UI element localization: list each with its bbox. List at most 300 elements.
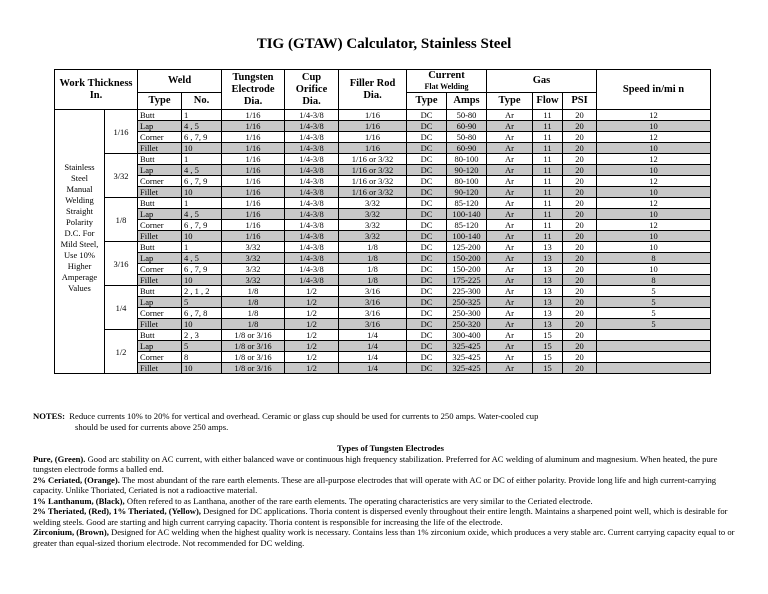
notes-line-2: should be used for currents above 250 amps.	[75, 421, 229, 432]
table-row	[55, 231, 711, 242]
table-cell: 3/32	[222, 264, 285, 275]
table-cell: 1	[182, 110, 222, 121]
electrode-name: Pure, (Green).	[33, 453, 86, 464]
header-current-sub: Flat Welding	[424, 82, 469, 91]
table-cell: 10	[597, 165, 711, 176]
table-cell: Ar	[487, 275, 533, 286]
table-row	[55, 132, 711, 143]
electrode-item	[33, 496, 748, 507]
table-cell: 1/8	[339, 264, 407, 275]
table-cell: 20	[563, 319, 597, 330]
table-cell: Fillet	[138, 275, 182, 286]
table-cell	[597, 341, 711, 352]
electrode-list	[33, 454, 748, 549]
table-cell: 3/32	[222, 253, 285, 264]
table-cell: 20	[563, 352, 597, 363]
table-cell: 20	[563, 308, 597, 319]
header-tungsten: Tungsten Electrode Dia.	[222, 70, 285, 110]
table-cell: 85-120	[447, 198, 487, 209]
table-cell: 1	[182, 154, 222, 165]
table-cell: 10	[597, 209, 711, 220]
table-cell: 1/16	[339, 121, 407, 132]
table-cell: Fillet	[138, 319, 182, 330]
table-row	[55, 319, 711, 330]
table-cell: 325-425	[447, 352, 487, 363]
table-cell: 6 , 7, 9	[182, 132, 222, 143]
table-cell: 4 , 5	[182, 165, 222, 176]
table-cell: Fillet	[138, 231, 182, 242]
table-cell: 6 , 7, 9	[182, 176, 222, 187]
table-row	[55, 143, 711, 154]
table-row	[55, 352, 711, 363]
table-cell: 1/16	[222, 187, 285, 198]
table-cell: Ar	[487, 132, 533, 143]
table-cell: DC	[407, 286, 447, 297]
table-cell: 1/16	[222, 132, 285, 143]
table-cell: 4 , 5	[182, 121, 222, 132]
table-cell: DC	[407, 132, 447, 143]
table-cell: DC	[407, 330, 447, 341]
table-cell: Butt	[138, 198, 182, 209]
table-cell: DC	[407, 220, 447, 231]
table-cell: 3/32	[339, 220, 407, 231]
table-cell: Fillet	[138, 363, 182, 374]
table-cell: 11	[533, 187, 563, 198]
header-psi: PSI	[563, 93, 597, 110]
table-cell: Lap	[138, 165, 182, 176]
table-cell: 3/32	[339, 198, 407, 209]
table-cell: 1/4	[339, 363, 407, 374]
header-gas: Gas	[487, 70, 597, 93]
table-cell: DC	[407, 242, 447, 253]
table-cell: 3/16	[339, 286, 407, 297]
table-cell: Ar	[487, 231, 533, 242]
table-cell: 3/32	[222, 242, 285, 253]
table-cell: 11	[533, 209, 563, 220]
table-cell: 12	[597, 154, 711, 165]
header-flow: Flow	[533, 93, 563, 110]
header-filler: Filler Rod Dia.	[339, 70, 407, 110]
table-cell: 11	[533, 231, 563, 242]
table-row	[55, 253, 711, 264]
table-cell: 10	[182, 319, 222, 330]
table-cell: 10	[182, 187, 222, 198]
table-cell: 13	[533, 264, 563, 275]
table-cell: Ar	[487, 330, 533, 341]
calculator-table	[54, 69, 711, 374]
table-cell: 5	[597, 297, 711, 308]
table-cell: 20	[563, 220, 597, 231]
table-cell: DC	[407, 253, 447, 264]
table-cell: Ar	[487, 286, 533, 297]
table-cell	[597, 352, 711, 363]
electrode-item	[33, 527, 748, 548]
table-cell: 10	[597, 121, 711, 132]
table-cell: 6 , 7, 8	[182, 308, 222, 319]
table-cell: 1/16	[222, 220, 285, 231]
table-cell: 12	[597, 220, 711, 231]
table-cell: 10	[182, 275, 222, 286]
table-cell: 1/16	[222, 154, 285, 165]
table-cell: 11	[533, 165, 563, 176]
table-cell: DC	[407, 198, 447, 209]
table-cell: 11	[533, 143, 563, 154]
table-cell: 13	[533, 308, 563, 319]
table-cell: 2 , 1 , 2	[182, 286, 222, 297]
table-cell: 1/8	[222, 308, 285, 319]
table-cell: 20	[563, 275, 597, 286]
table-cell: 85-120	[447, 220, 487, 231]
table-cell: Ar	[487, 187, 533, 198]
table-cell: Corner	[138, 264, 182, 275]
table-cell: Ar	[487, 264, 533, 275]
header-weld-type: Type	[138, 93, 182, 110]
table-cell: 1/4-3/8	[285, 264, 339, 275]
table-cell: Corner	[138, 220, 182, 231]
table-row	[55, 264, 711, 275]
table-cell: 325-425	[447, 363, 487, 374]
table-cell: 5	[182, 297, 222, 308]
table-cell: 50-80	[447, 132, 487, 143]
table-cell: 13	[533, 253, 563, 264]
table-cell: 20	[563, 198, 597, 209]
table-cell: 1/16 or 3/32	[339, 165, 407, 176]
table-row	[55, 121, 711, 132]
table-cell: 10	[182, 143, 222, 154]
table-cell: 13	[533, 286, 563, 297]
table-cell	[597, 363, 711, 374]
electrode-item	[33, 506, 748, 527]
table-cell: 1/8 or 3/16	[222, 330, 285, 341]
table-cell: 11	[533, 110, 563, 121]
table-cell: 4 , 5	[182, 209, 222, 220]
table-cell: 60-90	[447, 143, 487, 154]
table-cell: 60-90	[447, 121, 487, 132]
thickness-cell: 1/2	[105, 330, 138, 374]
table-cell: 3/32	[222, 275, 285, 286]
table-cell: 1/8 or 3/16	[222, 341, 285, 352]
table-cell: DC	[407, 352, 447, 363]
electrode-item	[33, 475, 748, 496]
table-cell: 1/16	[222, 209, 285, 220]
table-cell: DC	[407, 165, 447, 176]
table-cell: 10	[597, 242, 711, 253]
table-cell: 1/16	[222, 231, 285, 242]
header-cup: Cup Orifice Dia.	[285, 70, 339, 110]
table-cell: 13	[533, 319, 563, 330]
table-cell: Fillet	[138, 187, 182, 198]
table-cell: 250-300	[447, 308, 487, 319]
table-row	[55, 187, 711, 198]
table-cell: Lap	[138, 341, 182, 352]
table-cell: Butt	[138, 154, 182, 165]
table-cell: Ar	[487, 154, 533, 165]
table-cell: Ar	[487, 297, 533, 308]
table-cell: 8	[182, 352, 222, 363]
header-speed: Speed in/mi n	[597, 70, 711, 110]
table-cell: 11	[533, 121, 563, 132]
header-weld: Weld	[138, 70, 222, 93]
table-cell: 1/16 or 3/32	[339, 154, 407, 165]
table-cell: Ar	[487, 143, 533, 154]
table-cell: DC	[407, 341, 447, 352]
table-cell: 11	[533, 154, 563, 165]
table-cell: 1/16	[339, 110, 407, 121]
table-cell: Lap	[138, 121, 182, 132]
table-cell: 12	[597, 132, 711, 143]
electrode-name: 2% Ceriated, (Orange).	[33, 474, 120, 485]
table-cell: 1/4-3/8	[285, 231, 339, 242]
table-cell: DC	[407, 264, 447, 275]
table-cell: 10	[597, 143, 711, 154]
table-cell: Ar	[487, 165, 533, 176]
table-cell: 15	[533, 341, 563, 352]
header-work-thickness: Work Thickness In.	[55, 70, 138, 110]
table-cell	[597, 330, 711, 341]
table-cell: 1/2	[285, 352, 339, 363]
table-cell: 1/4-3/8	[285, 143, 339, 154]
table-cell: 1/2	[285, 363, 339, 374]
table-row	[55, 176, 711, 187]
table-cell: 1/16	[222, 176, 285, 187]
table-cell: 1	[182, 242, 222, 253]
table-cell: Ar	[487, 341, 533, 352]
table-row	[55, 363, 711, 374]
table-cell: 1/16	[222, 165, 285, 176]
electrode-item	[33, 454, 748, 475]
table-cell: 1/2	[285, 286, 339, 297]
table-cell: 8	[597, 275, 711, 286]
table-cell: 1/4-3/8	[285, 110, 339, 121]
table-cell: 1/2	[285, 341, 339, 352]
table-cell: 80-100	[447, 154, 487, 165]
table-cell: DC	[407, 121, 447, 132]
page-title: TIG (GTAW) Calculator, Stainless Steel	[256, 36, 512, 52]
table-cell: 20	[563, 165, 597, 176]
table-cell: 1/4-3/8	[285, 275, 339, 286]
table-cell: 20	[563, 253, 597, 264]
table-cell: 125-200	[447, 242, 487, 253]
notes-label: NOTES:	[33, 411, 65, 421]
table-cell: Ar	[487, 242, 533, 253]
table-cell: 1/8	[339, 242, 407, 253]
table-cell: 3/16	[339, 319, 407, 330]
thickness-cell: 1/8	[105, 198, 138, 242]
table-row	[55, 308, 711, 319]
table-cell: 1/16	[222, 143, 285, 154]
table-cell: Ar	[487, 308, 533, 319]
table-cell: 5	[182, 341, 222, 352]
table-cell: 300-400	[447, 330, 487, 341]
electrode-text: The most abundant of the rare earth elements. These are all-purpose electrodes that will operate with AC or DC of either polarity. Provide long life and high current-carrying capacity. Unlike Thoriated, Ceriated is not a radioactive material.	[33, 474, 717, 495]
table-cell: Ar	[487, 209, 533, 220]
table-cell: 1/4-3/8	[285, 121, 339, 132]
table-cell: DC	[407, 143, 447, 154]
table-cell: Ar	[487, 352, 533, 363]
table-cell: 11	[533, 220, 563, 231]
table-cell: 1/8	[222, 286, 285, 297]
table-cell: 10	[182, 363, 222, 374]
table-cell: 1/8	[222, 297, 285, 308]
table-cell: 1/2	[285, 319, 339, 330]
table-cell: 1/8	[339, 253, 407, 264]
header-current	[407, 70, 487, 93]
table-row	[55, 330, 711, 341]
electrode-types-header: Types of Tungsten Electrodes	[337, 443, 444, 453]
table-cell: Ar	[487, 253, 533, 264]
electrode-text: Designed for DC applications. Thoria content is dispersed evenly throughout their entire length. Maintains a sharpened point well, which is desirable for welding steels. Good are starting and high current carrying capacity. Thoria content is responsible for increasing the life of the electrode.	[33, 506, 728, 527]
thickness-cell: 3/16	[105, 242, 138, 286]
table-cell: 1/8	[222, 319, 285, 330]
table-cell: 90-120	[447, 187, 487, 198]
table-cell: Corner	[138, 352, 182, 363]
table-row	[55, 165, 711, 176]
table-cell: DC	[407, 308, 447, 319]
table-cell: Butt	[138, 330, 182, 341]
table-cell: DC	[407, 319, 447, 330]
table-cell: 13	[533, 275, 563, 286]
table-cell: 12	[597, 110, 711, 121]
table-cell: 20	[563, 110, 597, 121]
table-cell: Ar	[487, 176, 533, 187]
table-row	[55, 209, 711, 220]
table-cell: 1/4-3/8	[285, 176, 339, 187]
thickness-cell: 3/32	[105, 154, 138, 198]
table-cell: 10	[182, 231, 222, 242]
table-cell: 1/2	[285, 330, 339, 341]
electrode-name: 1% Lanthanum, (Black),	[33, 495, 125, 506]
table-cell: 1/4-3/8	[285, 187, 339, 198]
table-cell: 15	[533, 363, 563, 374]
electrode-text: Designed for AC welding when the highest quality work is necessary. Contains less than 1% zirconium oxide, which produces a very stable arc. Current carrying capacity equal to or greater than equal-sized thorium electrode. Not recommended for DC welding.	[33, 527, 735, 548]
notes-section	[33, 411, 748, 548]
table-row	[55, 154, 711, 165]
table-cell: 1/16	[222, 198, 285, 209]
table-cell: 1/16	[339, 143, 407, 154]
table-cell: 1/4-3/8	[285, 220, 339, 231]
table-cell: 1/4	[339, 352, 407, 363]
table-body	[55, 110, 711, 374]
table-cell: 20	[563, 264, 597, 275]
table-cell: Ar	[487, 363, 533, 374]
table-cell: 8	[597, 253, 711, 264]
table-cell: 10	[597, 231, 711, 242]
header-weld-no: No.	[182, 93, 222, 110]
header-current-type: Type	[407, 93, 447, 110]
table-cell: 15	[533, 352, 563, 363]
table-cell: 2 , 3	[182, 330, 222, 341]
table-cell: DC	[407, 363, 447, 374]
table-cell: Ar	[487, 198, 533, 209]
table-cell: 11	[533, 132, 563, 143]
table-cell: 5	[597, 319, 711, 330]
table-cell: DC	[407, 275, 447, 286]
table-cell: 20	[563, 286, 597, 297]
table-cell: 12	[597, 198, 711, 209]
thickness-cell: 1/16	[105, 110, 138, 154]
table-cell: 1/8 or 3/16	[222, 363, 285, 374]
table-cell: Corner	[138, 132, 182, 143]
table-row	[55, 220, 711, 231]
table-cell: 1/16 or 3/32	[339, 176, 407, 187]
table-cell: 10	[597, 264, 711, 275]
table-cell: 20	[563, 187, 597, 198]
table-cell: DC	[407, 187, 447, 198]
table-cell: 1/4	[339, 330, 407, 341]
table-cell: 11	[533, 176, 563, 187]
table-cell: 1/2	[285, 297, 339, 308]
table-row	[55, 275, 711, 286]
table-cell: DC	[407, 154, 447, 165]
table-cell: 1/4-3/8	[285, 242, 339, 253]
electrode-text: Good arc stability on AC current, with either balanced wave or continuous high frequency stabilization. Preferred for AC welding of aluminum and magnesium. When heated, the pure tungsten electrode forms a balled end.	[33, 453, 718, 474]
table-cell: 250-320	[447, 319, 487, 330]
table-cell: 1/2	[285, 308, 339, 319]
electrode-name: 2% Theriated, (Red), 1% Theriated, (Yellow),	[33, 506, 201, 516]
table-cell: Ar	[487, 319, 533, 330]
table-cell: Butt	[138, 286, 182, 297]
table-cell: Corner	[138, 308, 182, 319]
table-cell: Ar	[487, 121, 533, 132]
table-cell: 1/16	[222, 121, 285, 132]
table-cell: DC	[407, 209, 447, 220]
table-cell: DC	[407, 110, 447, 121]
table-cell: Ar	[487, 220, 533, 231]
table-cell: 1/16	[339, 132, 407, 143]
header-current-label: Current	[428, 70, 465, 81]
table-cell: Ar	[487, 110, 533, 121]
table-cell: 1/4-3/8	[285, 209, 339, 220]
table-cell: Lap	[138, 253, 182, 264]
table-cell: 1/4-3/8	[285, 253, 339, 264]
table-cell: Butt	[138, 110, 182, 121]
table-cell: 15	[533, 330, 563, 341]
table-cell: 1/16 or 3/32	[339, 187, 407, 198]
table-cell: Fillet	[138, 143, 182, 154]
table-cell: 6 , 7, 9	[182, 264, 222, 275]
header-amps: Amps	[447, 93, 487, 110]
table-cell: 3/32	[339, 231, 407, 242]
table-cell: 13	[533, 242, 563, 253]
table-cell: 10	[597, 187, 711, 198]
table-row	[55, 341, 711, 352]
table-cell: 3/16	[339, 308, 407, 319]
table-cell: 1/4-3/8	[285, 132, 339, 143]
header-gas-type: Type	[487, 93, 533, 110]
table-row	[55, 198, 711, 209]
table-cell: 20	[563, 330, 597, 341]
table-cell: DC	[407, 231, 447, 242]
table-cell: DC	[407, 297, 447, 308]
table-cell: 3/32	[339, 209, 407, 220]
table-cell: 5	[597, 308, 711, 319]
table-cell: 20	[563, 176, 597, 187]
table-cell: 6 , 7, 9	[182, 220, 222, 231]
table-cell: 325-425	[447, 341, 487, 352]
table-cell: 1/4-3/8	[285, 165, 339, 176]
table-cell: 3/16	[339, 297, 407, 308]
table-cell: 13	[533, 297, 563, 308]
table-cell: 20	[563, 242, 597, 253]
thickness-cell: 1/4	[105, 286, 138, 330]
table-cell: 20	[563, 231, 597, 242]
table-cell: 20	[563, 209, 597, 220]
material-note: Stainless Steel Manual Welding Straight Polarity D.C. For Mild Steel, Use 10% Higher Amperage Values	[55, 110, 105, 374]
table-row	[55, 110, 711, 121]
table-row	[55, 297, 711, 308]
table-cell: Butt	[138, 242, 182, 253]
table-cell: 90-120	[447, 165, 487, 176]
